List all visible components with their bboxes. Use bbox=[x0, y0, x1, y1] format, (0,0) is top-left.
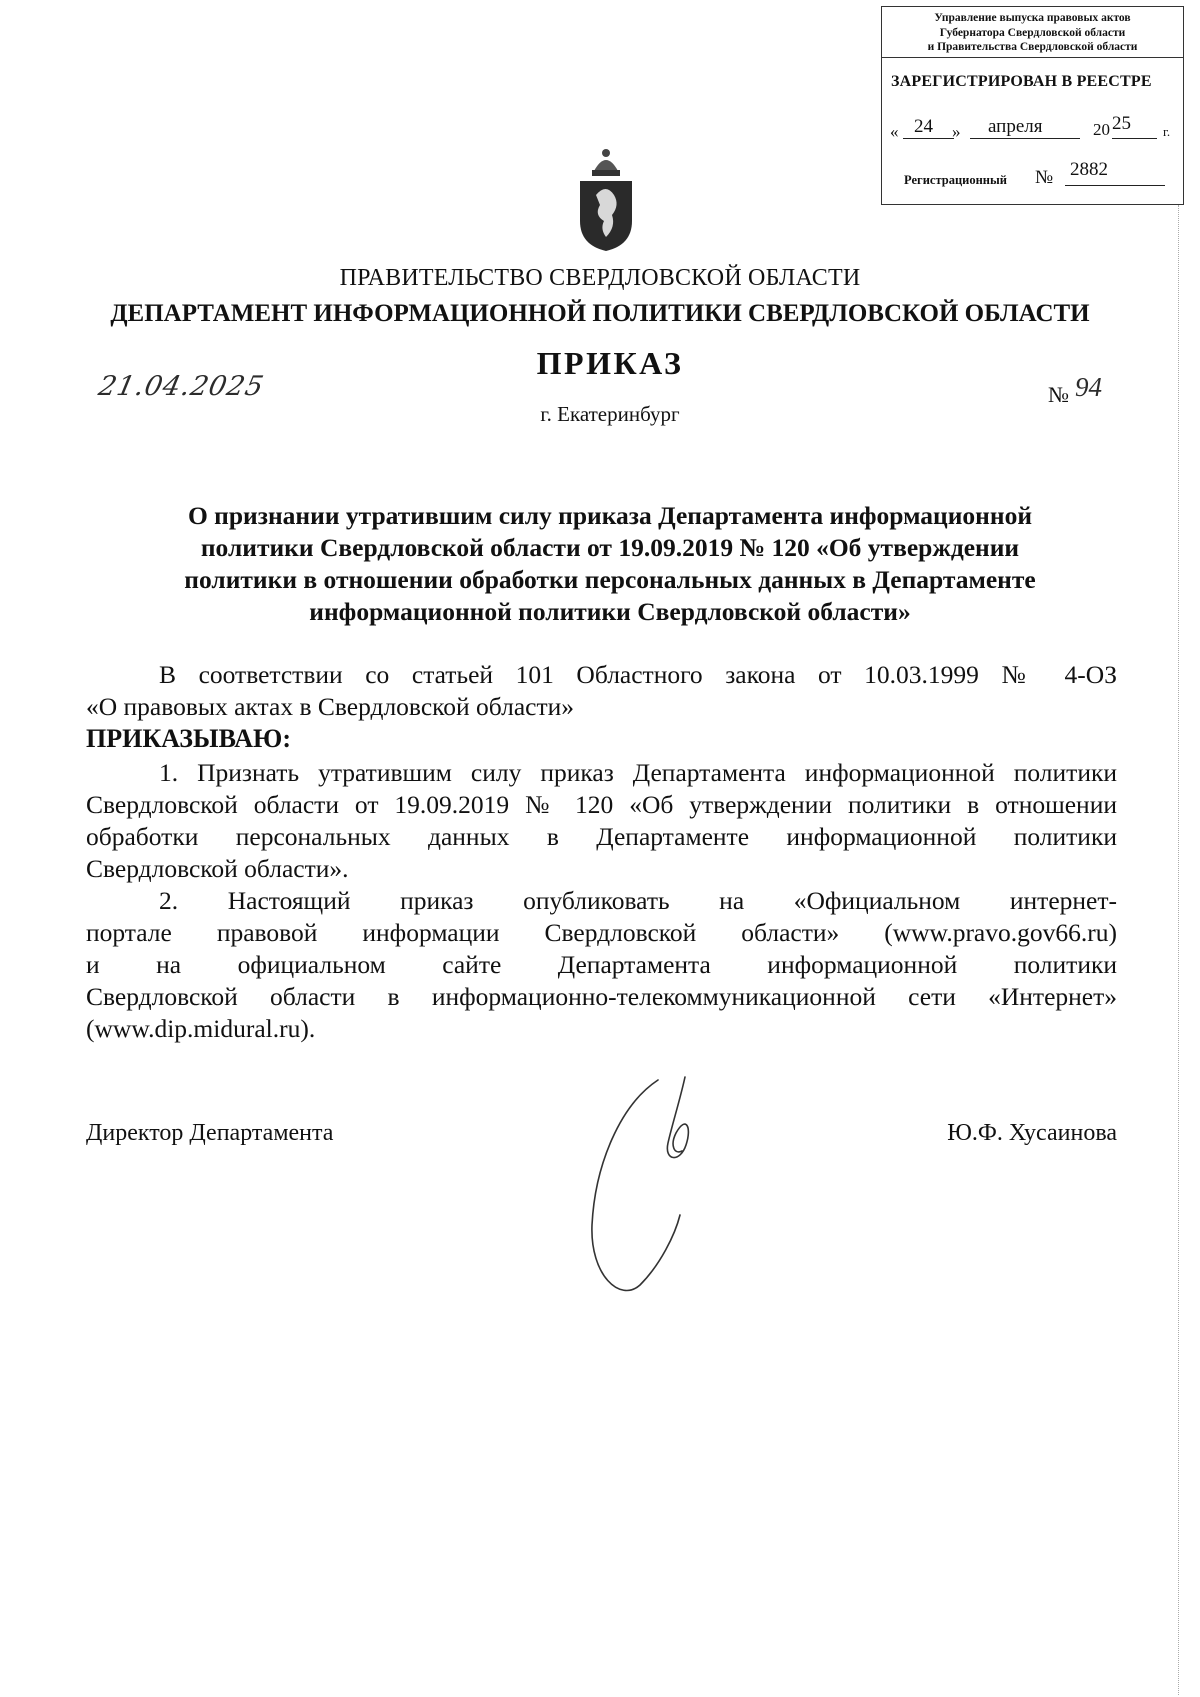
city: г. Екатеринбург bbox=[540, 402, 680, 426]
stamp-header-line: Губернатора Свердловской области bbox=[939, 26, 1126, 39]
stamp-number-underline bbox=[1065, 185, 1165, 186]
item-2-line: Свердловской области в информационно-телекоммуникационной сети «Интернет» bbox=[86, 982, 1117, 1011]
order-word: ПРИКАЗЫВАЮ: bbox=[86, 724, 291, 753]
title-line: политики Свердловской области от 19.09.2019 № 120 «Об утверждении bbox=[200, 533, 1020, 562]
item-1-line: Свердловской области». bbox=[86, 854, 349, 883]
title-line: информационной политики Свердловской области» bbox=[309, 597, 911, 626]
stamp-header-line: Управление выпуска правовых актов bbox=[934, 12, 1131, 24]
stamp-reg-label: Регистрационный bbox=[904, 173, 1007, 187]
order-number-label: № bbox=[1048, 382, 1069, 407]
item-2-line: 2. Настоящий приказ опубликовать на «Официальном интернет- bbox=[159, 886, 1117, 915]
department-name: ДЕПАРТАМЕНТ ИНФОРМАЦИОННОЙ ПОЛИТИКИ СВЕРДЛОВСКОЙ ОБЛАСТИ bbox=[110, 300, 1090, 327]
signature-stroke bbox=[667, 1077, 688, 1158]
stamp-year-suffix: 25 bbox=[1112, 113, 1131, 134]
stamp-year-abbr: г. bbox=[1163, 124, 1171, 139]
preamble-line: «О правовых актах в Свердловской области» bbox=[86, 692, 574, 721]
stamp-day-underline bbox=[903, 138, 954, 139]
item-1-line: 1. Признать утратившим силу приказ Департамента информационной политики bbox=[159, 758, 1117, 787]
signatory-position: Директор Департамента bbox=[86, 1120, 334, 1146]
stamp-header-line: и Правительства Свердловской области bbox=[927, 41, 1138, 53]
registry-stamp bbox=[881, 6, 1184, 205]
stamp-quote-close: » bbox=[952, 122, 961, 141]
signatory-name: Ю.Ф. Хусаинова bbox=[947, 1120, 1117, 1146]
title-line: О признании утратившим силу приказа Департамента информационной bbox=[187, 501, 1033, 530]
item-2-line: портале правовой информации Свердловской области» (www.pravo.gov66.ru) bbox=[86, 918, 1117, 947]
stamp-month: апреля bbox=[988, 116, 1043, 137]
item-1-line: обработки персональных данных в Департаменте информационной политики bbox=[86, 822, 1117, 851]
title-line: политики в отношении обработки персональных данных в Департаменте bbox=[184, 565, 1036, 594]
stamp-header bbox=[882, 7, 1183, 58]
stamp-month-underline bbox=[970, 138, 1080, 139]
stamp-quote-open: « bbox=[890, 122, 899, 141]
government-name: ПРАВИТЕЛЬСТВО СВЕРДЛОВСКОЙ ОБЛАСТИ bbox=[339, 265, 861, 291]
crown-band bbox=[592, 170, 620, 176]
preamble-line: В соответствии со статьей 101 Областного закона от 10.03.1999 № 4-ОЗ bbox=[159, 660, 1117, 689]
item-1-line: Свердловской области от 19.09.2019 № 120 «Об утверждении политики в отношении bbox=[86, 790, 1117, 819]
stamp-year-underline bbox=[1112, 138, 1157, 139]
crown-shape bbox=[594, 160, 618, 171]
handwritten-signature bbox=[580, 1075, 750, 1305]
item-2-line: (www.dip.midural.ru). bbox=[86, 1014, 316, 1043]
handwritten-order-number: 94 bbox=[1075, 372, 1102, 402]
document-title bbox=[110, 500, 1110, 628]
signature-stroke bbox=[592, 1080, 680, 1290]
crown-orb bbox=[602, 149, 610, 157]
stamp-registered-label: ЗАРЕГИСТРИРОВАН В РЕЕСТРЕ bbox=[891, 73, 1152, 90]
item-2-line: и на официальном сайте Департамента информационной политики bbox=[86, 950, 1117, 979]
scan-edge-line bbox=[1178, 205, 1180, 1695]
document-type: ПРИКАЗ bbox=[536, 345, 684, 381]
stamp-reg-number: 2882 bbox=[1070, 159, 1108, 180]
coat-of-arms-emblem bbox=[576, 143, 636, 252]
stamp-day: 24 bbox=[914, 116, 933, 137]
stamp-year-prefix: 20 bbox=[1093, 120, 1110, 139]
handwritten-date: 21.04.2025 bbox=[95, 371, 267, 402]
stamp-number-sign: № bbox=[1035, 167, 1054, 188]
